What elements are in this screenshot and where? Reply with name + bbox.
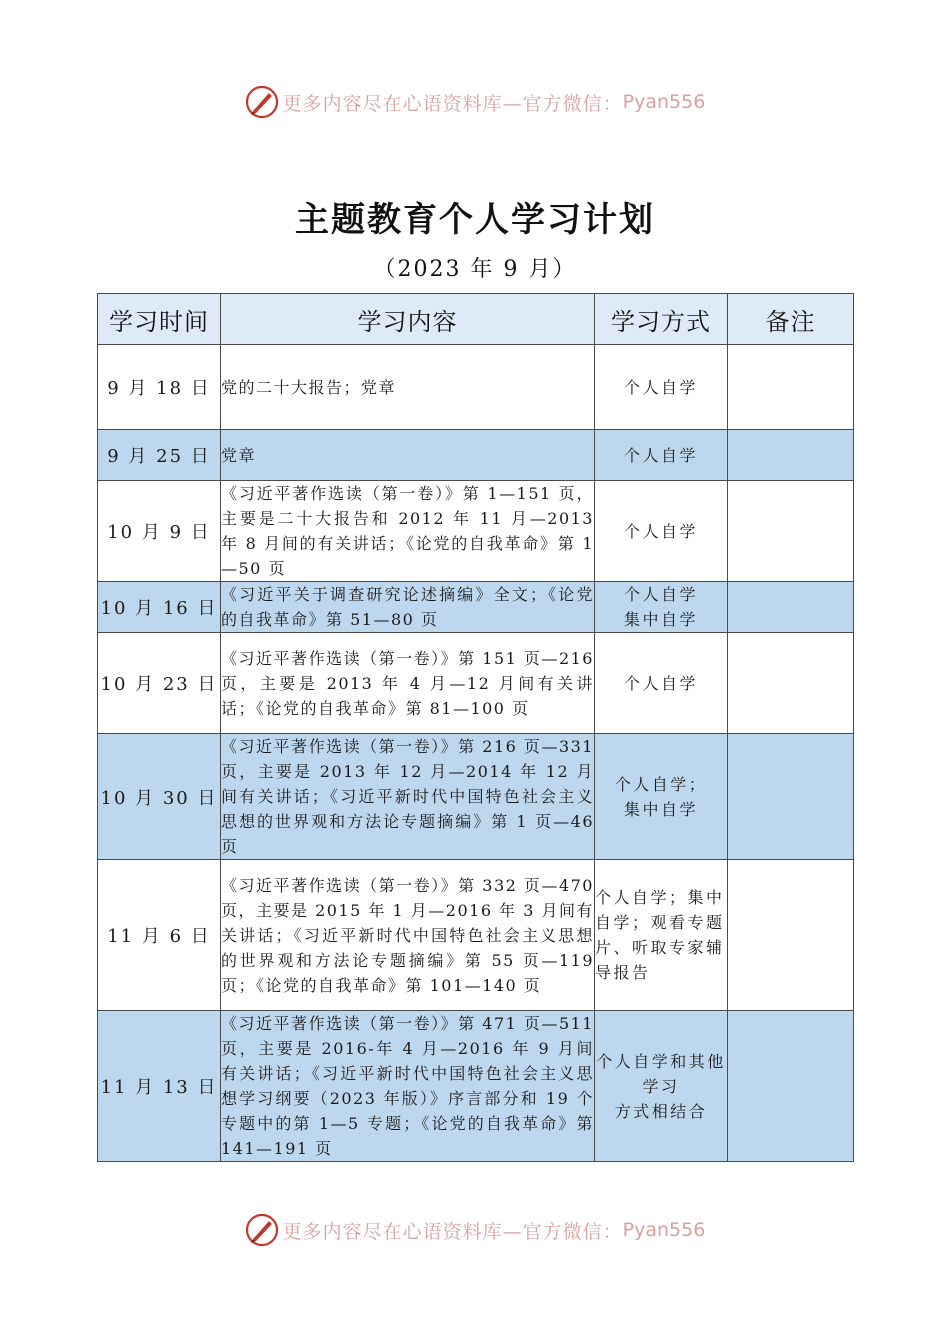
row-note (728, 860, 854, 1011)
pen-logo-icon (245, 1213, 279, 1247)
table-row (98, 633, 854, 734)
watermark-wechat-id: Pyan556 (622, 1219, 706, 1241)
row-date: 10 月 9 日 (98, 481, 221, 582)
watermark-header (0, 82, 950, 122)
row-method: 个人自学 (595, 481, 728, 582)
document-subtitle: （2023 年 9 月） (373, 257, 577, 282)
row-method: 个人自学 (595, 345, 728, 430)
row-note (728, 734, 854, 860)
header-remarks: 备注 (728, 294, 854, 345)
row-note (728, 430, 854, 481)
row-method: 个人自学和其他学习 方式相结合 (595, 1011, 728, 1162)
row-date: 10 月 23 日 (98, 633, 221, 734)
table-row (98, 345, 854, 430)
document-title: 主题教育个人学习计划 (295, 200, 655, 240)
header-study-method: 学习方式 (595, 294, 728, 345)
row-content: 党的二十大报告；党章 (221, 345, 595, 430)
row-note (728, 633, 854, 734)
header-study-content: 学习内容 (221, 294, 595, 345)
row-note (728, 582, 854, 633)
watermark-text: 更多内容尽在心语资料库—官方微信： (282, 1220, 623, 1243)
table-row (98, 734, 854, 860)
row-date: 10 月 16 日 (98, 582, 221, 633)
row-date: 10 月 30 日 (98, 734, 221, 860)
row-method: 个人自学 (595, 430, 728, 481)
watermark-text: 更多内容尽在心语资料库—官方微信： (282, 92, 623, 115)
row-content: 《习近平著作选读（第一卷）》第 216 页—331 页，主要是 2013 年 12 月—2014 年 12 月间有关讲话；《习近平新时代中国特色社会主义思想的世界观和方法论专题摘编》第 1 页—46 页 (221, 734, 595, 860)
table-row (98, 481, 854, 582)
row-note (728, 1011, 854, 1162)
row-method: 个人自学； 集中自学 (595, 734, 728, 860)
row-content: 《习近平著作选读（第一卷）》第 1—151 页，主要是二十大报告和 2012 年 11 月—2013 年 8 月间的有关讲话；《论党的自我革命》第 1—50 页 (221, 481, 595, 582)
pen-logo-icon (245, 85, 279, 119)
study-plan-table (97, 293, 854, 1162)
row-content: 《习近平著作选读（第一卷）》第 151 页—216 页，主要是 2013 年 4 月—12 月间有关讲话；《论党的自我革命》第 81—100 页 (221, 633, 595, 734)
table-header-row (98, 294, 854, 345)
row-content: 《习近平关于调查研究论述摘编》全文；《论党的自我革命》第 51—80 页 (221, 582, 595, 633)
row-content: 党章 (221, 430, 595, 481)
watermark-wechat-id: Pyan556 (622, 91, 706, 113)
watermark-footer (0, 1210, 950, 1250)
row-note (728, 481, 854, 582)
table-row (98, 860, 854, 1011)
header-study-time: 学习时间 (98, 294, 221, 345)
row-date: 11 月 13 日 (98, 1011, 221, 1162)
row-method: 个人自学 集中自学 (595, 582, 728, 633)
row-method: 个人自学；集中自学；观看专题片、听取专家辅导报告 (595, 860, 728, 1011)
row-date: 9 月 25 日 (98, 430, 221, 481)
table-row (98, 582, 854, 633)
row-date: 9 月 18 日 (98, 345, 221, 430)
row-content: 《习近平著作选读（第一卷）》第 332 页—470 页，主要是 2015 年 1 月—2016 年 3 月间有关讲话；《习近平新时代中国特色社会主义思想的世界观和方法论专题摘编》第 55 页—119 页；《论党的自我革命》第 101—140 页 (221, 860, 595, 1011)
row-method: 个人自学 (595, 633, 728, 734)
table-row (98, 430, 854, 481)
row-date: 11 月 6 日 (98, 860, 221, 1011)
row-note (728, 345, 854, 430)
table-row (98, 1011, 854, 1162)
row-content: 《习近平著作选读（第一卷）》第 471 页—511 页，主要是 2016-年 4 月—2016 年 9 月间有关讲话；《习近平新时代中国特色社会主义思想学习纲要（2023 年版）》序言部分和 19 个专题中的第 1—5 专题；《论党的自我革命》第 141—191 页 (221, 1011, 595, 1162)
